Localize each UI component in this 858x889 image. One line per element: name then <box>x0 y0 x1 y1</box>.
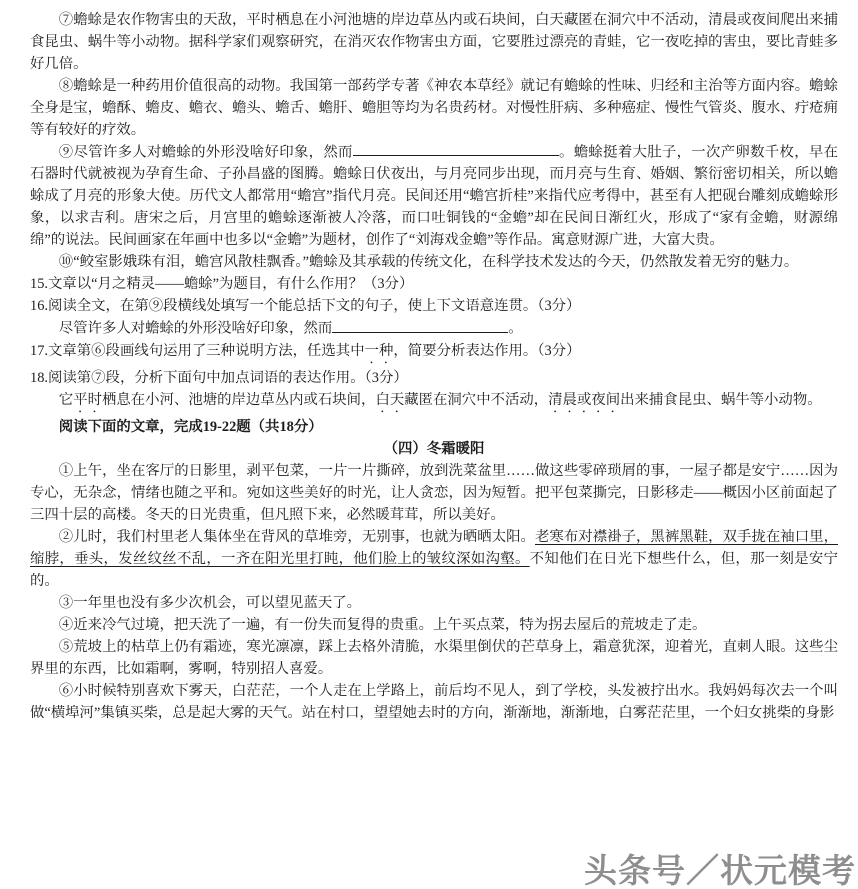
question-17-text-before: 17.文章第⑥段画线句运用了三种说明方法，任选其中 <box>30 342 365 359</box>
quote-segment: 藏匿在洞穴中不活动， <box>404 391 549 408</box>
section-4-essay-title: （四）冬霜暖阳 <box>383 440 485 457</box>
quote-dotted-word-qingchen: 清晨或夜间 <box>548 391 621 408</box>
section-4-instruction: 阅读下面的文章，完成19-22题（共18分） <box>58 418 323 435</box>
paragraph-9-text-before-blank: ⑨尽管许多人对蟾蜍的外形没啥好印象，然而 <box>58 144 353 161</box>
essay-paragraph-5: ⑤荒坡上的枯草上仍有霜迹，寒光凛凛，踩上去格外清脆，水渠里倒伏的芒草身上，霜意犹深，迎着光，直刺人眼。这些尘界里的东西，比如霜啊，雾啊，特别招人喜爱。 <box>30 638 838 677</box>
essay-paragraph-2-text-after: 不知他们在日光下想些什么，但，那一刻是安宁的。 <box>30 550 838 589</box>
question-17-emphasized-word: 一种 <box>364 342 394 359</box>
question-17-text-after: ，简要分析表达作用。（3分） <box>393 342 581 359</box>
passage-paragraph-9 <box>30 141 838 251</box>
essay-paragraph-2-underlined-sentence: 老寒布对襟褂子，黑裤黑鞋，双手拢在袖口里，缩脖，垂头，发丝纹丝不乱，一齐在阳光里打盹，他们脸上的皱纹深如沟壑。 <box>30 528 838 567</box>
question-16-quote-period: 。 <box>508 320 523 337</box>
essay-paragraph-6: ⑥小时候特别喜欢下雾天，白茫茫，一个人走在上学路上，前后均不见人，到了学校，头发被拧出水。我妈妈每次去一个叫做“横埠河”集镇买柴，总是起大雾的天气。站在村口，望望她去时的方向，渐渐地，渐渐地，白雾茫茫里，一个妇女挑柴的身影 <box>30 682 838 721</box>
quote-segment: 栖息在小河、池塘的岸边草丛内或石块间， <box>102 391 376 408</box>
passage-paragraph-7: ⑦蟾蜍是农作物害虫的天敌，平时栖息在小河池塘的岸边草丛内或石块间，白天藏匿在洞穴中不活动，清晨或夜间爬出来捕食昆虫、蜗牛等小动物。据科学家们观察研究，在消灭农作物害虫方面，它要胜过漂亮的青蛙，它一夜吃掉的害虫，要比青蛙多好几倍。 <box>30 12 838 72</box>
essay-paragraph-3: ③一年里也没有多少次机会，可以望见蓝天了。 <box>58 594 362 611</box>
quote-segment: 它 <box>58 391 74 408</box>
question-15: 15.文章以“月之精灵——蟾蜍”为题目，有什么作用？（3分） <box>30 276 414 293</box>
fill-in-blank-line <box>353 141 559 156</box>
question-16-quote-line <box>30 317 838 339</box>
essay-paragraph-2 <box>30 526 838 592</box>
question-18: 18.阅读第⑦段，分析下面句中加点词语的表达作用。（3分） <box>30 369 408 386</box>
paragraph-9-text-after-blank: 。蟾蜍挺着大肚子，一次产卵数千枚，早在石器时代就被视为孕育生命、子孙昌盛的图腾。蟾蜍日伏夜出，与月亮同步出现，而月亮与生育、婚姻、繁衍密切相关，所以蟾蜍成了月亮的形象大使。历代文人都常用“蟾宫”指代月亮。民间还用“蟾宫折桂”来指代应考得中，甚至有人把砚台雕刻成蟾蜍形象，以求吉利。唐宋之后，月宫里的蟾蜍逐渐被人冷落，而口吐铜钱的“金蟾”却在民间日渐红火，形成了“家有金蟾，财源绵绵”的说法。民间画家在年画中也多以“金蟾”为题材，创作了“刘海戏金蟾”等作品。寓意财源广进，大富大贵。 <box>30 144 838 249</box>
passage-paragraph-8: ⑧蟾蜍是一种药用价值很高的动物。我国第一部药学专著《神农本草经》就记有蟾蜍的性味、归经和主治等方面内容。蟾蜍全身是宝，蟾酥、蟾皮、蟾衣、蟾头、蟾舌、蟾肝、蟾胆等均为名贵药材。对慢性肝病、多种癌症、慢性气管炎、腹水、疔疮痈等有较好的疗效。 <box>30 78 838 138</box>
passage-paragraph-10: ⑩“鲛室影娥珠有泪，蟾宫风散桂飘香。”蟾蜍及其承载的传统文化，在科学技术发达的今天，仍然散发着无穷的魅力。 <box>58 254 799 271</box>
quote-segment: 出来捕食昆虫、蜗牛等小动物。 <box>620 391 822 408</box>
quote-dotted-word-baitian: 白天 <box>375 391 405 408</box>
question-18-quote <box>30 389 838 416</box>
essay-paragraph-2-text-before: ②儿时，我们村里老人集体坐在背风的草堆旁，无别事，也就为晒晒太阳。 <box>58 528 535 545</box>
question-17 <box>30 340 838 367</box>
essay-paragraph-1: ①上午，坐在客厅的日影里，剥平包菜，一片一片撕碎，放到洗菜盆里……做这些零碎琐屑的事，一屋子都是安宁……因为专心，无杂念，情绪也随之平和。宛如这些美好的时光，让人贪恋，因为短暂。把平包菜撕完，日影移走——概因小区前面起了三四十层的高楼。冬天的日光贵重，但凡照下来，必然暖茸茸，所以美好。 <box>30 462 838 523</box>
question-16-quote-text: 尽管许多人对蟾蜍的外形没啥好印象，然而 <box>58 320 333 337</box>
answer-blank-line <box>332 317 508 332</box>
toutiao-watermark: 头条号／状元模考 <box>584 851 856 889</box>
quote-dotted-word-pingshi: 平时 <box>73 391 102 408</box>
question-16: 16.阅读全文，在第⑨段横线处填写一个能总括下文的句子，使上下文语意连贯。（3分） <box>30 298 581 315</box>
essay-paragraph-4: ④近来冷气过境，把天洗了一遍，有一份失而复得的贵重。上午买点菜，特为拐去屋后的荒坡走了走。 <box>58 616 707 633</box>
